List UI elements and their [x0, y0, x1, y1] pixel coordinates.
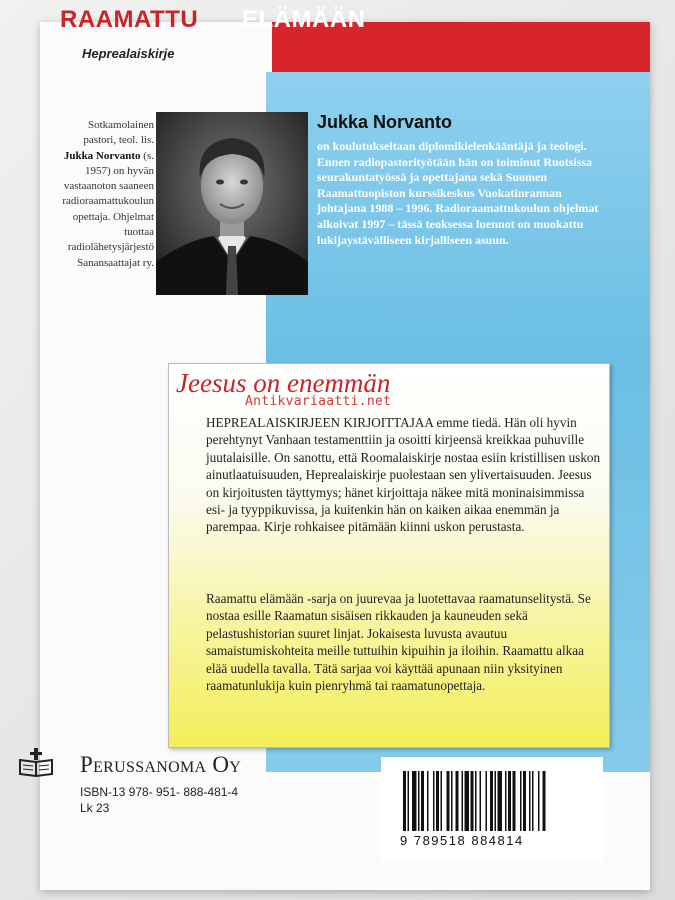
bible-book-icon — [18, 748, 54, 783]
book-subtitle: Heprealaiskirje — [82, 46, 175, 61]
author-bio-right: on koulutukseltaan diplomikielenkääntäjä ja teologi. Ennen radiopastorityötään hän on toiminut Ruotsissa seurakuntatyössä ja opettajana sekä Suomen Raamattuopiston kurssikeskus Vuokatinrannan johtajana 1988 – 1996. Radioraamattukoulun ohjelmat alkoivat 1997 – tässä teoksessa luennot on muokattu lukijaystävälliseen kirjalliseen asuun. — [317, 139, 599, 247]
bio-left-name: Jukka Norvanto — [63, 149, 141, 162]
headline: Jeesus on enemmän — [176, 368, 391, 398]
portrait-icon — [156, 112, 308, 295]
author-bio-left — [62, 118, 154, 271]
author-name: Jukka Norvanto — [317, 112, 453, 132]
description-paragraph-2: Raamattu elämään -sarja on juurevaa ja luotettavaa raamatunselitystä. Se nostaa esille Raamatun sisäisen rikkauden ja kauneuden sekä pelastushistorian suuret linjat. Jokaisesta luvusta avautuu samaistumiskohteita meille tuttuihin kipuihin ja iloihin. Raamattu alkaa elää uudella tavalla. Tätä sarjaa voi käyttää apunaan niin yksityinen raamatunlukija kuin pienryhmä tai raamatunopettaja. — [206, 591, 591, 694]
publisher-name: Perussanoma Oy — [80, 752, 242, 777]
series-title-part1: RAAMATTU — [60, 6, 199, 33]
series-title-part2: ELÄMÄÄN — [242, 6, 366, 33]
isbn-block — [80, 784, 238, 816]
barcode-digits: 9 789518 884814 — [400, 833, 524, 848]
isbn-line: ISBN-13 978- 951- 888-481-4 — [80, 785, 239, 799]
bio-left-intro: Sotkamolainen pastori, teol. lis. — [83, 119, 154, 147]
watermark: Antikvariaatti.net — [245, 394, 392, 409]
description-paragraph-1: HEPREALAISKIRJEEN KIRJOITTAJAA emme tiedä. Hän oli hyvin perehtynyt Vanhaan testamenttiin ja osoitti kirjeensä kreikkaa puhuville juutalaisille. On sanottu, että Roomalaiskirje nostaa esiin kristillisen uskon ainutlaatuisuuden, Heprealaiskirje puolestaan sen ylivertaisuuden. Jeesus on kirjoitusten täyttymys; hänet kirjoittaja näkee mitä moninaisimmissa esi- ja tyyppikuvissa, ja kuitenkin hän on kaiken aikaa enemmän ja parempaa. Kirje rohkaisee pitämään kiinni uskon perustasta. — [206, 415, 601, 535]
author-portrait — [156, 112, 308, 295]
bio-left-rest: (s. 1957) on hyvän vastaanoton saaneen radioraamattukoulun opettaja. Ohjelmat tuottaa radiolähetysjärjestö Sanansaattajat ry. — [62, 149, 154, 269]
lk-line: Lk 23 — [80, 801, 110, 815]
